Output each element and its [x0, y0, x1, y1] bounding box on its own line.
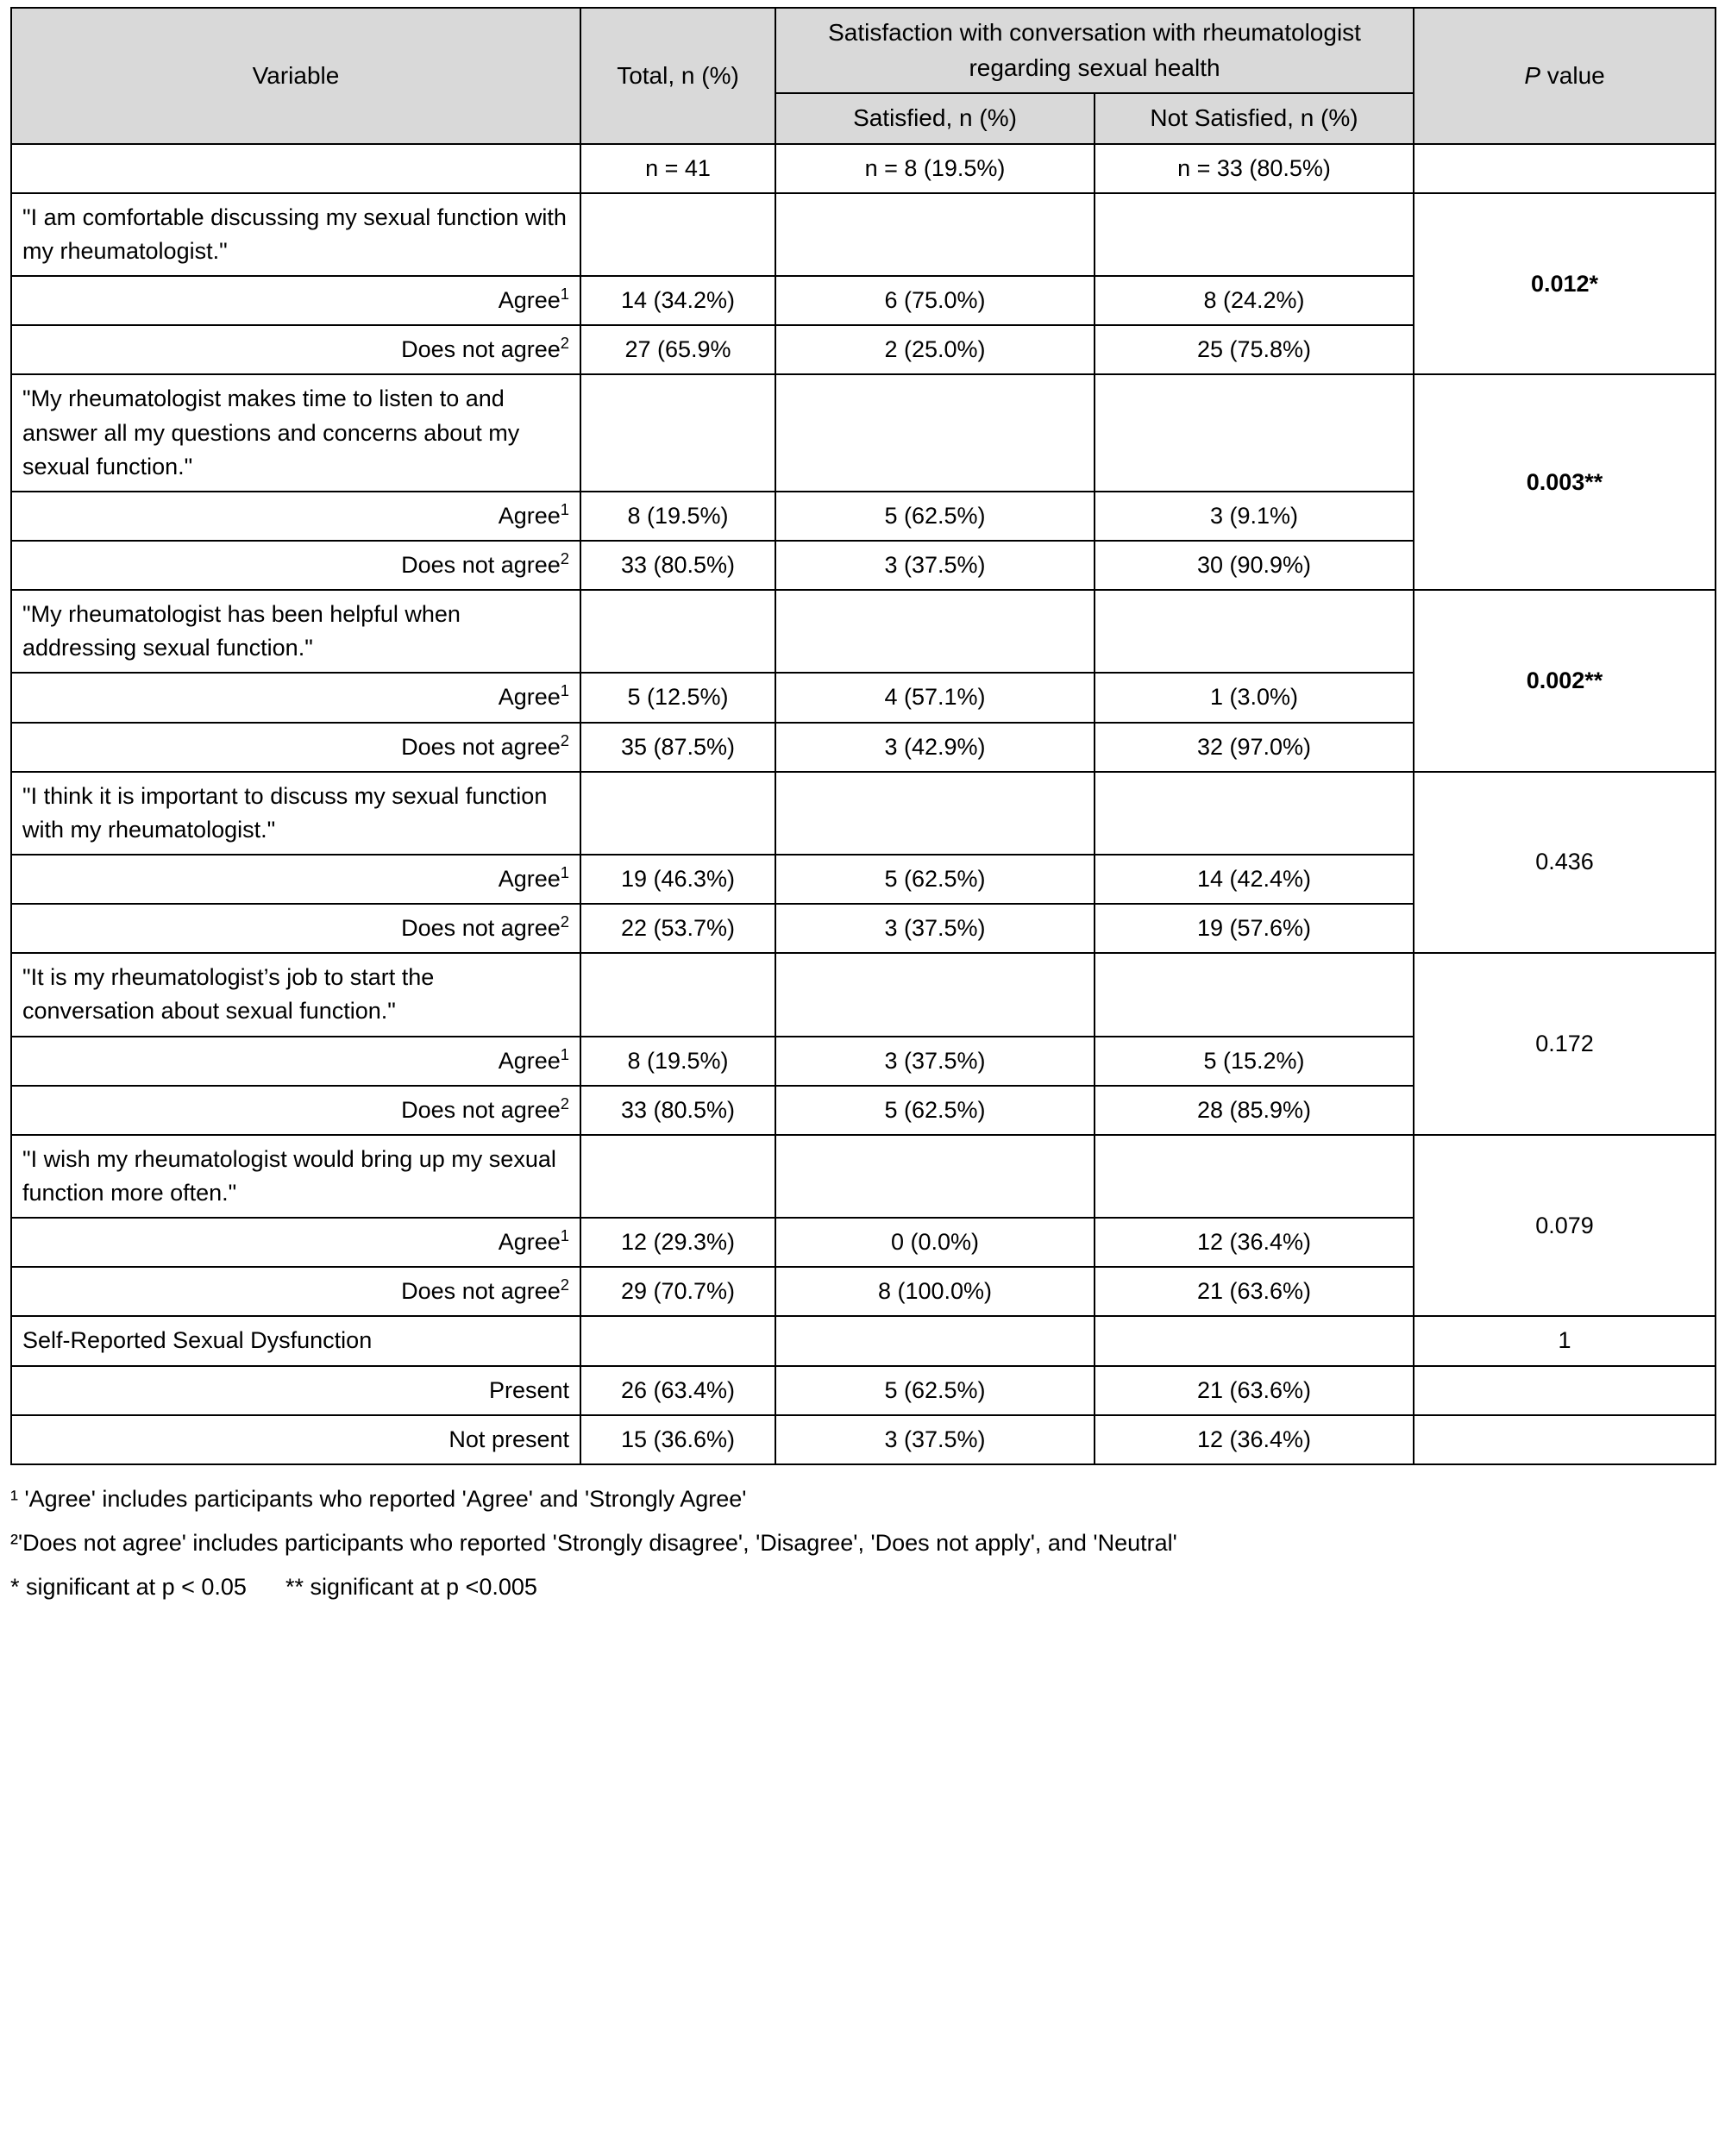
cell-not-satisfied: 30 (90.9%) — [1095, 541, 1414, 590]
row-label-present — [11, 1366, 580, 1415]
row-label-text: Agree — [498, 502, 561, 529]
cell-satisfied-blank — [775, 193, 1095, 276]
row-label-text: Does not agree — [401, 1278, 561, 1305]
cell-total: 15 (36.6%) — [580, 1415, 775, 1464]
cell-p-value: 0.436 — [1414, 772, 1716, 954]
row-label-does-not-agree — [11, 1086, 580, 1135]
cell-satisfied: 5 (62.5%) — [775, 1086, 1095, 1135]
column-header-total: Total, n (%) — [580, 8, 775, 144]
footnote-marker: 1 — [560, 499, 569, 518]
cell-not-satisfied-blank — [1095, 193, 1414, 276]
table-row-statement — [11, 953, 1716, 1036]
results-table — [10, 7, 1716, 1465]
cell-not-satisfied: 8 (24.2%) — [1095, 276, 1414, 325]
footnote-marker: 2 — [560, 730, 569, 749]
cell-total-blank — [580, 590, 775, 673]
statement-label: "I wish my rheumatologist would bring up my sexual function more often." — [11, 1135, 580, 1218]
table-header-row-1 — [11, 8, 1716, 93]
cell-total: 19 (46.3%) — [580, 855, 775, 904]
table-row-statement — [11, 590, 1716, 673]
cell-not-satisfied: 5 (15.2%) — [1095, 1037, 1414, 1086]
row-label-text: Not present — [448, 1426, 569, 1452]
cell-total-blank — [580, 374, 775, 491]
footnote-marker: 2 — [560, 549, 569, 568]
cell-not-satisfied: 14 (42.4%) — [1095, 855, 1414, 904]
cell-total-blank — [580, 193, 775, 276]
footnote-marker: 2 — [560, 334, 569, 353]
statement-label: "It is my rheumatologist’s job to start the conversation about sexual function." — [11, 953, 580, 1036]
column-header-group-satisfaction: Satisfaction with conversation with rheumatologist regarding sexual health — [775, 8, 1414, 93]
table-row-statement — [11, 1135, 1716, 1218]
cell-satisfied: 6 (75.0%) — [775, 276, 1095, 325]
cell-p-value: 0.172 — [1414, 953, 1716, 1135]
cell-p-blank — [1414, 1415, 1716, 1464]
table-footnotes — [10, 1477, 1715, 1610]
cell-not-satisfied-blank — [1095, 1135, 1414, 1218]
cell-total-blank — [580, 772, 775, 855]
cell-p-value: 1 — [1414, 1316, 1716, 1365]
cell-satisfied: 5 (62.5%) — [775, 855, 1095, 904]
footnote-marker: 1 — [560, 1044, 569, 1063]
footnote-1: ¹ 'Agree' includes participants who reported 'Agree' and 'Strongly Agree' — [10, 1485, 747, 1512]
table-row — [11, 1366, 1716, 1415]
cell-total: 33 (80.5%) — [580, 541, 775, 590]
row-label-text: Does not agree — [401, 1096, 561, 1123]
cell-satisfied-blank — [775, 374, 1095, 491]
footnote-marker: 1 — [560, 863, 569, 882]
cell-p-value: 0.012* — [1414, 193, 1716, 375]
cell-not-satisfied: 3 (9.1%) — [1095, 492, 1414, 541]
cell-p-value: 0.003** — [1414, 374, 1716, 590]
cell-satisfied-blank — [775, 590, 1095, 673]
cell-satisfied-blank — [775, 1135, 1095, 1218]
cell-variable-blank — [11, 144, 580, 193]
cell-p-blank — [1414, 144, 1716, 193]
cell-not-satisfied: 32 (97.0%) — [1095, 723, 1414, 772]
footnote-marker: 1 — [560, 285, 569, 304]
cell-total: 8 (19.5%) — [580, 1037, 775, 1086]
cell-satisfied: 3 (42.9%) — [775, 723, 1095, 772]
cell-satisfied: 8 (100.0%) — [775, 1267, 1095, 1316]
column-header-not-satisfied: Not Satisfied, n (%) — [1095, 93, 1414, 144]
footnote-2: ²'Does not agree' includes participants who reported 'Strongly disagree', 'Disagree', 'Does not apply', and 'Neutral' — [10, 1530, 1177, 1557]
row-label-does-not-agree — [11, 723, 580, 772]
cell-total: 8 (19.5%) — [580, 492, 775, 541]
cell-total: 22 (53.7%) — [580, 904, 775, 953]
cell-not-satisfied-blank — [1095, 953, 1414, 1036]
cell-not-satisfied-blank — [1095, 590, 1414, 673]
table-row-sample-sizes — [11, 144, 1716, 193]
footnote-marker: 1 — [560, 681, 569, 700]
cell-not-satisfied: 25 (75.8%) — [1095, 325, 1414, 374]
cell-satisfied: 2 (25.0%) — [775, 325, 1095, 374]
cell-total: 12 (29.3%) — [580, 1218, 775, 1267]
cell-satisfied: 3 (37.5%) — [775, 904, 1095, 953]
cell-not-satisfied: 12 (36.4%) — [1095, 1415, 1414, 1464]
row-label-does-not-agree — [11, 1267, 580, 1316]
cell-not-satisfied: 21 (63.6%) — [1095, 1366, 1414, 1415]
column-header-variable: Variable — [11, 8, 580, 144]
cell-satisfied-blank — [775, 772, 1095, 855]
row-label-text: Does not agree — [401, 733, 561, 760]
row-label-does-not-agree — [11, 541, 580, 590]
cell-p-blank — [1414, 1366, 1716, 1415]
row-label-agree — [11, 276, 580, 325]
row-label-agree — [11, 673, 580, 722]
column-header-p-value — [1414, 8, 1716, 144]
cell-satisfied: 5 (62.5%) — [775, 492, 1095, 541]
row-label-text: Agree — [498, 1229, 561, 1256]
statement-label: "My rheumatologist has been helpful when addressing sexual function." — [11, 590, 580, 673]
row-label-agree — [11, 855, 580, 904]
table-row-statement — [11, 193, 1716, 276]
cell-p-value: 0.079 — [1414, 1135, 1716, 1317]
cell-not-satisfied: 12 (36.4%) — [1095, 1218, 1414, 1267]
row-label-text: Does not agree — [401, 552, 561, 579]
cell-satisfied: 3 (37.5%) — [775, 541, 1095, 590]
table-row-statement — [11, 1316, 1716, 1365]
cell-satisfied: 0 (0.0%) — [775, 1218, 1095, 1267]
cell-satisfied-blank — [775, 953, 1095, 1036]
row-label-not-present — [11, 1415, 580, 1464]
cell-total: 5 (12.5%) — [580, 673, 775, 722]
statement-label: "I am comfortable discussing my sexual function with my rheumatologist." — [11, 193, 580, 276]
footnote-marker: 2 — [560, 912, 569, 931]
statement-label: "I think it is important to discuss my sexual function with my rheumatologist." — [11, 772, 580, 855]
row-label-text: Does not agree — [401, 915, 561, 942]
footnote-significance: * significant at p < 0.05 ** significant at p <0.005 — [10, 1574, 537, 1601]
cell-satisfied-blank — [775, 1316, 1095, 1365]
cell-not-satisfied: 21 (63.6%) — [1095, 1267, 1414, 1316]
table-row — [11, 1415, 1716, 1464]
footnote-marker: 2 — [560, 1275, 569, 1294]
row-label-text: Does not agree — [401, 336, 561, 363]
cell-total-blank — [580, 1135, 775, 1218]
table-row-statement — [11, 772, 1716, 855]
table-header — [11, 8, 1716, 144]
row-label-text: Agree — [498, 684, 561, 711]
cell-total: 29 (70.7%) — [580, 1267, 775, 1316]
cell-not-satisfied: 19 (57.6%) — [1095, 904, 1414, 953]
cell-total: 26 (63.4%) — [580, 1366, 775, 1415]
cell-total-blank — [580, 1316, 775, 1365]
cell-not-satisfied-blank — [1095, 374, 1414, 491]
cell-total: 33 (80.5%) — [580, 1086, 775, 1135]
cell-not-satisfied-blank — [1095, 1316, 1414, 1365]
cell-total: 27 (65.9% — [580, 325, 775, 374]
cell-total: 35 (87.5%) — [580, 723, 775, 772]
row-label-text: Agree — [498, 866, 561, 893]
cell-p-value: 0.002** — [1414, 590, 1716, 772]
row-label-agree — [11, 1218, 580, 1267]
row-label-agree — [11, 492, 580, 541]
p-value-italic-p: P — [1524, 61, 1540, 89]
footnote-marker: 2 — [560, 1094, 569, 1112]
p-value-label-suffix: value — [1540, 61, 1605, 89]
table-row-statement — [11, 374, 1716, 491]
statement-label: "My rheumatologist makes time to listen to and answer all my questions and concerns about my sexual function." — [11, 374, 580, 491]
cell-total: 14 (34.2%) — [580, 276, 775, 325]
row-label-does-not-agree — [11, 904, 580, 953]
row-label-agree — [11, 1037, 580, 1086]
row-label-text: Agree — [498, 287, 561, 314]
statement-label: Self-Reported Sexual Dysfunction — [11, 1316, 580, 1365]
row-label-text: Present — [488, 1376, 569, 1403]
cell-satisfied: 3 (37.5%) — [775, 1415, 1095, 1464]
cell-not-satisfied-blank — [1095, 772, 1414, 855]
row-label-does-not-agree — [11, 325, 580, 374]
footnote-marker: 1 — [560, 1226, 569, 1245]
cell-satisfied-n: n = 8 (19.5%) — [775, 144, 1095, 193]
cell-not-satisfied: 28 (85.9%) — [1095, 1086, 1414, 1135]
cell-satisfied: 3 (37.5%) — [775, 1037, 1095, 1086]
column-header-satisfied: Satisfied, n (%) — [775, 93, 1095, 144]
cell-not-satisfied-n: n = 33 (80.5%) — [1095, 144, 1414, 193]
cell-total-blank — [580, 953, 775, 1036]
row-label-text: Agree — [498, 1047, 561, 1074]
table-body — [11, 144, 1716, 1464]
cell-total-n: n = 41 — [580, 144, 775, 193]
cell-not-satisfied: 1 (3.0%) — [1095, 673, 1414, 722]
cell-satisfied: 5 (62.5%) — [775, 1366, 1095, 1415]
cell-satisfied: 4 (57.1%) — [775, 673, 1095, 722]
